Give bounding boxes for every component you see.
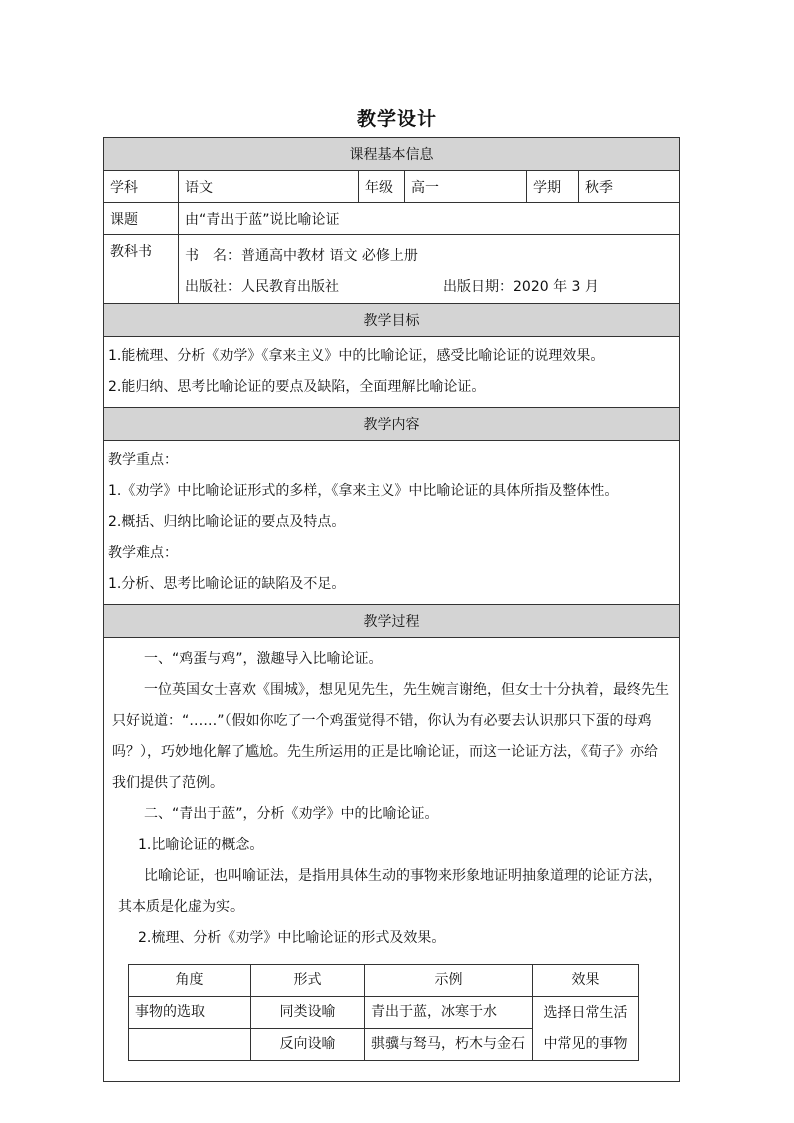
table-cell-aspect-empty: [129, 1029, 251, 1061]
book-name: 书 名：普通高中教材 语文 必修上册: [185, 248, 418, 264]
objective-item: 2.能归纳、思考比喻论证的要点及缺陷，全面理解比喻论证。: [108, 379, 486, 395]
process-body: [104, 638, 680, 1082]
process-subheading-1: 1.比喻论证的概念。: [138, 837, 264, 853]
table-cell-form: 同类设喻: [251, 997, 365, 1029]
table-cell-example: 骐骥与驽马，朽木与金石: [365, 1029, 533, 1061]
term-value: 秋季: [579, 171, 680, 203]
objectives-body: [104, 337, 680, 408]
table-cell-example: 青出于蓝，冰寒于水: [365, 997, 533, 1029]
table-header-form: 形式: [251, 965, 365, 997]
objective-item: 1.能梳理、分析《劝学》《拿来主义》中的比喻论证，感受比喻论证的说理效果。: [108, 348, 605, 364]
textbook-info: [179, 235, 680, 304]
grade-label: 年级: [359, 171, 405, 203]
effect-line: 选择日常生活: [543, 1004, 628, 1021]
difficulty-label: 教学难点：: [108, 545, 178, 561]
content-header: 教学内容: [104, 408, 680, 441]
key-point-item: 1.《劝学》中比喻论证形式的多样，《拿来主义》中比喻论证的具体所指及整体性。: [108, 483, 619, 499]
key-points-label: 教学重点：: [108, 452, 178, 468]
term-label: 学期: [527, 171, 579, 203]
course-info-header: 课程基本信息: [104, 138, 680, 171]
grade-value: 高一: [405, 171, 527, 203]
effect-line: 中常见的事物: [543, 1035, 628, 1052]
subject-label: 学科: [104, 171, 179, 203]
process-section-2-heading: 二、“青出于蓝”，分析《劝学》中的比喻论证。: [144, 806, 439, 822]
lesson-plan-table: [103, 137, 680, 1082]
key-point-item: 2.概括、归纳比喻论证的要点及特点。: [108, 514, 346, 530]
topic-label: 课题: [104, 203, 179, 235]
table-header-aspect: 角度: [129, 965, 251, 997]
subject-value: 语文: [179, 171, 359, 203]
topic-value: 由“青出于蓝”说比喻论证: [179, 203, 680, 235]
process-anecdote-paragraph: 一位英国女士喜欢《围城》，想见见先生，先生婉言谢绝，但女士十分执着，最终先生只好说道：“……”（假如你吃了一个鸡蛋觉得不错，你认为有必要去认识那只下蛋的母鸡吗？），巧妙地化解了尴尬。先生所运用的正是比喻论证，而这一论证方法，《荀子》亦给我们提供了范例。: [112, 682, 669, 791]
process-definition-paragraph: 比喻论证，也叫喻证法，是指用具体生动的事物来形象地证明抽象道理的论证方法，其本质是化虚为实。: [118, 868, 662, 915]
process-subheading-2: 2.梳理、分析《劝学》中比喻论证的形式及效果。: [138, 930, 446, 946]
table-cell-effect: [533, 997, 639, 1061]
process-header: 教学过程: [104, 605, 680, 638]
table-cell-aspect: 事物的选取: [129, 997, 251, 1029]
table-cell-form: 反向设喻: [251, 1029, 365, 1061]
objectives-header: 教学目标: [104, 304, 680, 337]
publish-info: [185, 272, 673, 303]
table-header-effect: 效果: [533, 965, 639, 997]
analogy-analysis-table: [128, 964, 639, 1061]
difficulty-item: 1.分析、思考比喻论证的缺陷及不足。: [108, 576, 346, 592]
document-title: 教学设计: [356, 108, 437, 130]
textbook-label: 教科书: [104, 235, 179, 304]
table-header-example: 示例: [365, 965, 533, 997]
publish-date: 出版日期：2020 年 3 月: [443, 279, 599, 295]
process-section-1-heading: 一、“鸡蛋与鸡”，激趣导入比喻论证。: [144, 651, 383, 667]
content-body: [104, 441, 680, 605]
publisher: 出版社：人民教育出版社: [185, 279, 339, 295]
